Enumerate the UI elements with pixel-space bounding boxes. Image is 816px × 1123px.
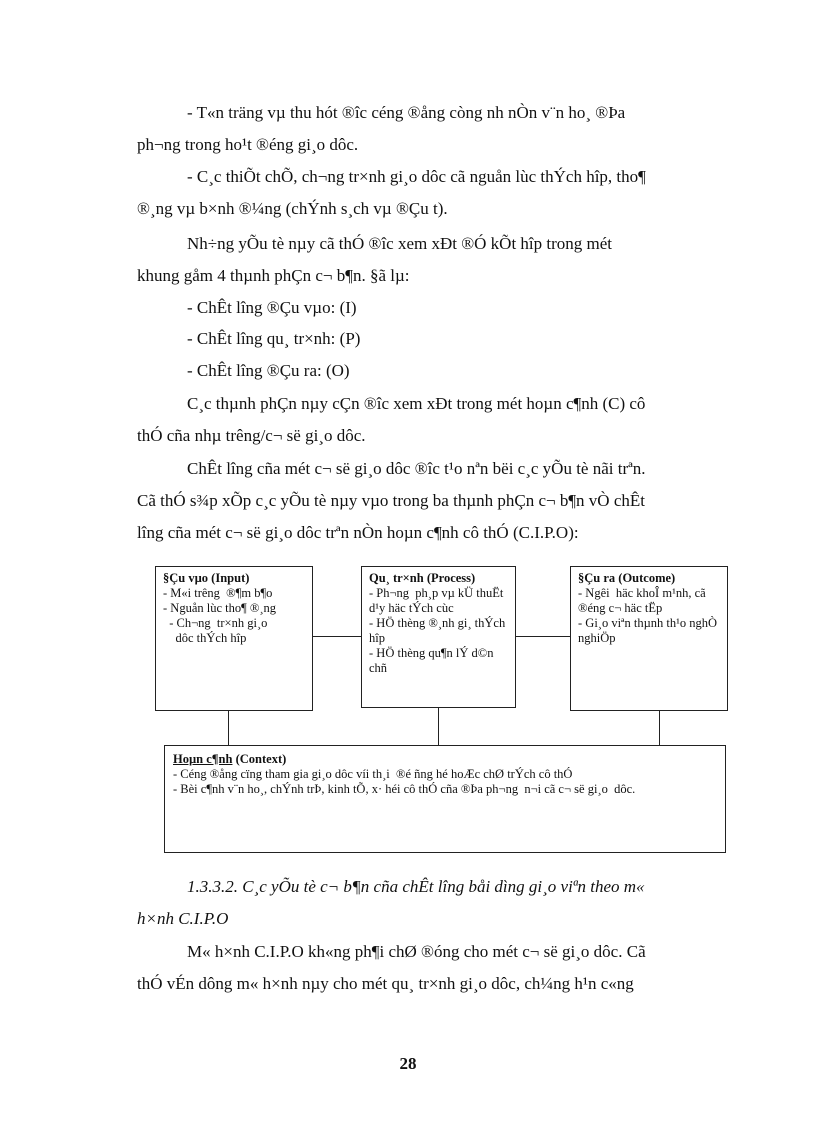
process-item: - HÖ thèng ®¸nh gi¸ thÝch hîp bbox=[369, 616, 509, 645]
paragraph-line: lîng cña mét c¬ së gi¸o dôc trªn nÒn hoµn c¶nh cô thÓ (C.I.P.O): bbox=[137, 523, 579, 542]
input-item: - Ch¬ng tr×nh gi¸o dôc thÝch hîp bbox=[169, 616, 268, 645]
connector-line bbox=[659, 711, 660, 745]
process-item: - HÖ thèng qu¶n lÝ d©n chñ bbox=[369, 646, 497, 675]
section-heading: 1.3.3.2. C¸c yÕu tè c¬ b¶n cña chÊt lîng båi dìng gi¸o viªn theo m« bbox=[187, 877, 645, 896]
process-title: Qu¸ tr×nh (Process) bbox=[369, 571, 476, 585]
paragraph-line: - T«n träng vµ thu hót ®îc céng ®ång còng nh nÒn v¨n ho¸ ®Þa bbox=[187, 103, 626, 122]
context-title: Hoµn c¶nh bbox=[173, 752, 233, 766]
connector-line bbox=[516, 636, 570, 637]
outcome-item: - Ngêi häc khoÎ m¹nh, cã ®éng c¬ häc tËp bbox=[578, 586, 709, 615]
paragraph-line: ®¸ng vµ b×nh ®¼ng (chÝnh s¸ch vµ ®Çu t). bbox=[137, 199, 448, 218]
context-item: - Bèi c¶nh v¨n ho¸, chÝnh trÞ, kinh tÕ, x· héi cô thÓ cña ®Þa ph¬ng n¬i cã c¬ së gi¸o dôc. bbox=[173, 782, 636, 796]
input-item: - M«i trêng ®¶m b¶o bbox=[163, 586, 273, 600]
paragraph-line: ChÊt lîng cña mét c¬ së gi¸o dôc ®îc t¹o nªn bëi c¸c yÕu tè nãi trªn. bbox=[187, 459, 646, 478]
outcome-box bbox=[570, 566, 728, 711]
context-title-line bbox=[173, 752, 717, 767]
paragraph-line: C¸c thµnh phÇn nµy cÇn ®îc xem xÐt trong mét hoµn c¶nh (C) cô bbox=[187, 394, 646, 413]
connector-line bbox=[228, 711, 229, 745]
paragraph-line: thÓ cña nhµ trêng/c¬ së gi¸o dôc. bbox=[137, 426, 366, 445]
context-item: - Céng ®ång cïng tham gia gi¸o dôc víi th¸i ®é ñng hé hoÆc chØ trÝch cô thÓ bbox=[173, 767, 573, 781]
outcome-title: §Çu ra (Outcome) bbox=[578, 571, 676, 585]
input-box bbox=[155, 566, 313, 711]
connector-line bbox=[438, 708, 439, 745]
list-item: - ChÊt lîng qu¸ tr×nh: (P) bbox=[187, 329, 361, 348]
input-title: §Çu vµo (Input) bbox=[163, 571, 250, 585]
input-item: - Nguån lùc tho¶ ®¸ng bbox=[163, 601, 277, 615]
process-item: - Ph¬ng ph¸p vµ kÜ thuËt d¹y häc tÝch cùc bbox=[369, 586, 507, 615]
paragraph-line: - C¸c thiÕt chÕ, ch¬ng tr×nh gi¸o dôc cã nguån lùc thÝch hîp, tho¶ bbox=[187, 167, 646, 186]
page-number: 28 bbox=[399, 1054, 417, 1073]
paragraph-line: khung gåm 4 thµnh phÇn c¬ b¶n. §ã lµ: bbox=[137, 266, 410, 285]
context-box bbox=[164, 745, 726, 853]
list-item: - ChÊt lîng ®Çu ra: (O) bbox=[187, 361, 350, 380]
paragraph-line: Cã thÓ s¾p xÕp c¸c yÕu tè nµy vµo trong ba thµnh phÇn c¬ b¶n vÒ chÊt bbox=[137, 491, 645, 510]
paragraph-line: Nh÷ng yÕu tè nµy cã thÓ ®îc xem xÐt ®Ó kÕt hîp trong mét bbox=[187, 234, 613, 253]
outcome-item: - Gi¸o viªn thµnh th¹o nghÒ nghiÖp bbox=[578, 616, 721, 645]
paragraph-line: thÓ vÉn dông m« h×nh nµy cho mét qu¸ tr×nh gi¸o dôc, ch¼ng h¹n c«ng bbox=[137, 974, 634, 993]
context-title-suffix: (Context) bbox=[232, 752, 287, 766]
section-heading: h×nh C.I.P.O bbox=[137, 909, 229, 928]
list-item: - ChÊt lîng ®Çu vµo: (I) bbox=[187, 298, 357, 317]
process-box bbox=[361, 566, 516, 708]
paragraph-line: M« h×nh C.I.P.O kh«ng ph¶i chØ ®óng cho mét c¬ së gi¸o dôc. Cã bbox=[187, 942, 646, 961]
paragraph-line: ph¬ng trong ho¹t ®éng gi¸o dôc. bbox=[137, 135, 359, 154]
connector-line bbox=[313, 636, 361, 637]
